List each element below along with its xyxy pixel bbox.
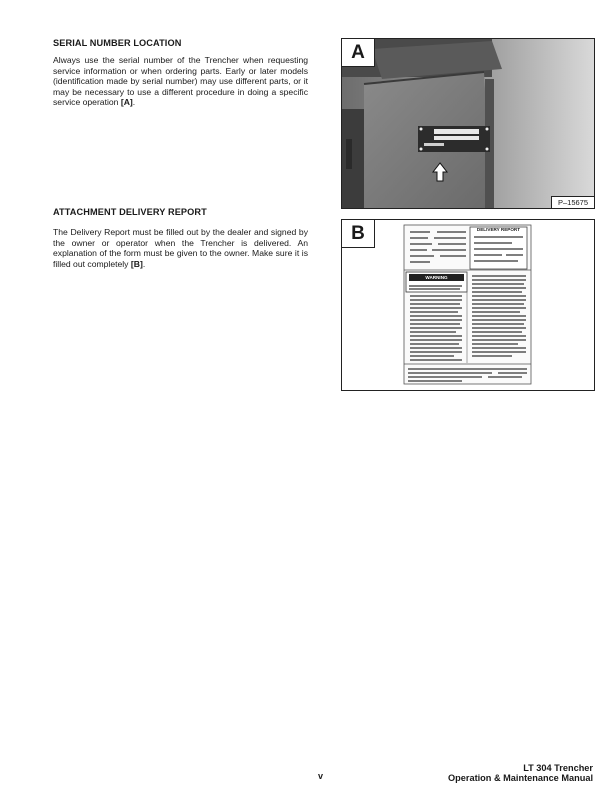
- figure-b-reference: [B]: [130, 258, 143, 269]
- delivery-report-paragraph: The Delivery Report must be filled out by the dealer and signed by the owner or operator when the Trencher is delivered. An explanation of the form must be given to the owner. Make sure it is filled out completely [B].: [53, 227, 308, 269]
- form-title: DELIVERY REPORT: [476, 227, 521, 232]
- page-number: v: [318, 771, 324, 781]
- serial-number-paragraph: Always use the serial number of the Trencher when requesting service information or when ordering parts. Early or later models (identification made by serial number) may use different parts, or it may be necessary to use a different procedure in doing a specific service operation [A].: [53, 55, 308, 108]
- delivery-report-heading: ATTACHMENT DELIVERY REPORT: [53, 207, 207, 217]
- serial-number-heading: SERIAL NUMBER LOCATION: [53, 38, 182, 48]
- delivery-report-form: [342, 220, 594, 390]
- figure-a-reference: [A]: [120, 97, 133, 108]
- photo-code: P–15675: [551, 196, 594, 208]
- figure-b-label: B: [342, 220, 375, 248]
- manual-title-line2: Operation & Maintenance Manual: [448, 773, 593, 783]
- delivery-report-text: The Delivery Report must be filled out by the dealer and signed by the owner or operator when the Trencher is delivered. An explanation of the form must be given to the owner. Make sure it is filled out completely: [53, 227, 308, 269]
- figure-a-label: A: [342, 39, 375, 67]
- figure-a: [341, 38, 595, 209]
- figure-b: [341, 219, 595, 391]
- serial-plate-photo: [342, 39, 594, 208]
- manual-title-line1: LT 304 Trencher: [523, 763, 593, 773]
- warning-label: WARNING: [425, 275, 448, 280]
- serial-number-text: Always use the serial number of the Trencher when requesting service information or when ordering parts. Early or later models (identification made by serial number) may use different parts, or it may be necessary to use a different procedure in doing a specific service operation: [53, 55, 308, 108]
